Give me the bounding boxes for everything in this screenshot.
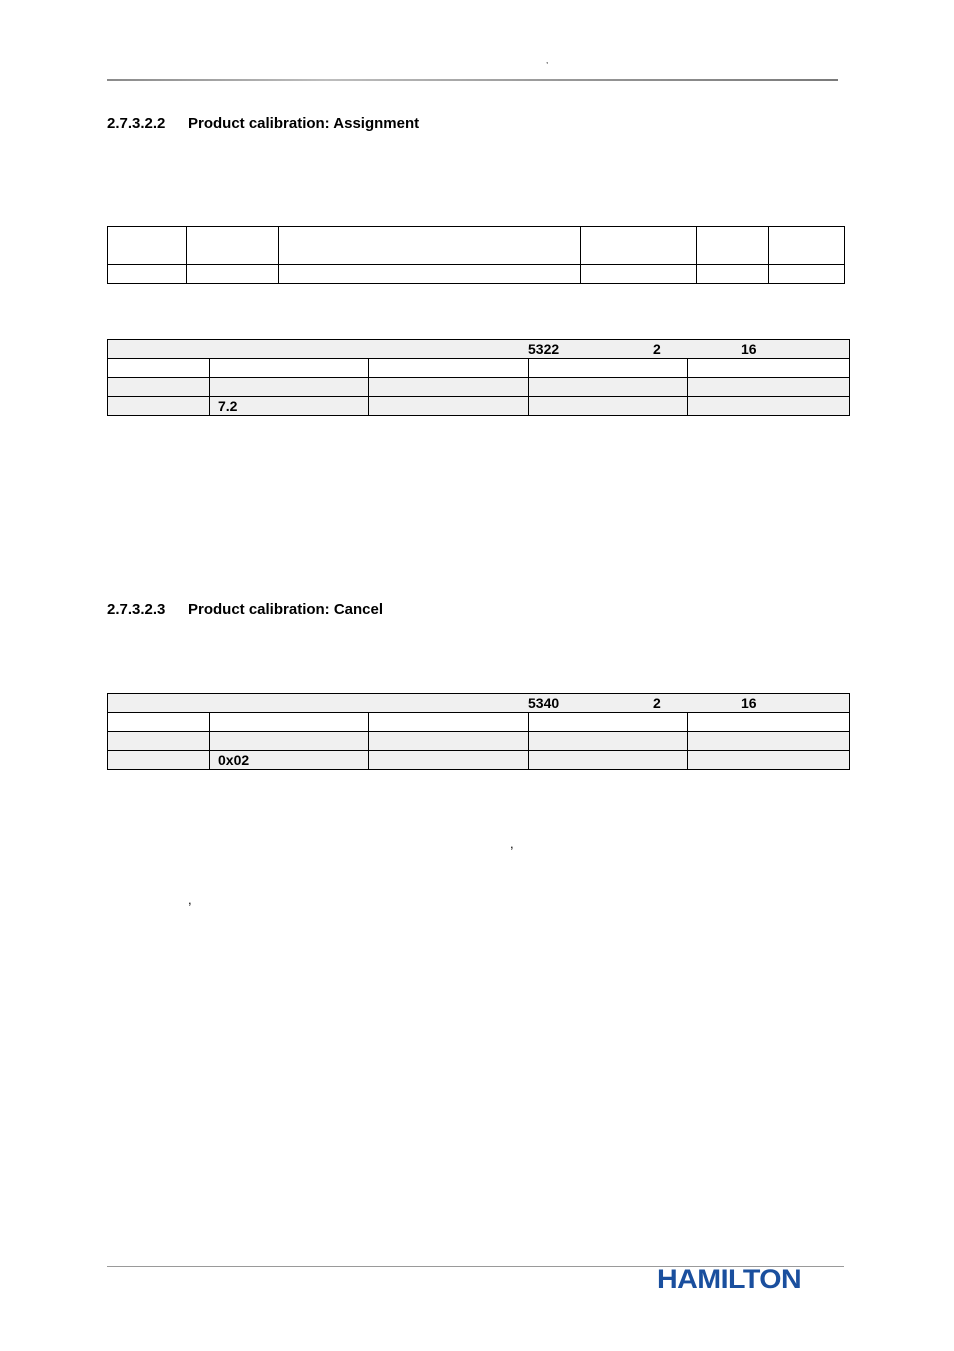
section-number: 2.7.3.2.2	[107, 115, 166, 132]
table-row	[108, 713, 850, 732]
table-cell	[210, 732, 369, 751]
table-row	[108, 397, 850, 416]
table-cell	[697, 265, 769, 284]
table-cell	[581, 227, 697, 265]
table-cell	[369, 359, 529, 378]
table-cell	[187, 265, 279, 284]
hamilton-logo: HAMILTON	[657, 1264, 802, 1294]
table-cell	[108, 732, 210, 751]
register-header-cell	[108, 694, 850, 713]
table-cell	[369, 713, 529, 732]
table-cell	[769, 265, 845, 284]
table-row	[108, 227, 845, 265]
section-heading-cancel	[107, 601, 383, 618]
header-rule	[107, 79, 838, 81]
register-type: 16	[741, 695, 757, 711]
register-value: 0x02	[210, 751, 369, 770]
table-cell	[108, 397, 210, 416]
table-cell	[688, 751, 850, 770]
table-cell	[279, 265, 581, 284]
table-cell	[529, 732, 688, 751]
table-cell	[108, 713, 210, 732]
register-size: 2	[653, 695, 661, 711]
table-cell	[108, 378, 210, 397]
table-cell	[210, 359, 369, 378]
table-cell	[529, 359, 688, 378]
table-row	[108, 751, 850, 770]
table-cell	[108, 227, 187, 265]
table-cell	[529, 378, 688, 397]
table-row	[108, 378, 850, 397]
table-row	[108, 732, 850, 751]
comma-mark: ,	[510, 836, 514, 851]
table-cell	[688, 397, 850, 416]
table-row	[108, 265, 845, 284]
header-mark: ,	[546, 56, 549, 65]
table-cell	[529, 751, 688, 770]
table-cell	[688, 713, 850, 732]
register-header-row	[108, 694, 850, 713]
table-cell	[688, 732, 850, 751]
register-size: 2	[653, 341, 661, 357]
register-table-assignment	[107, 339, 850, 416]
table-cell	[210, 713, 369, 732]
register-header-cell	[108, 340, 850, 359]
register-header-row	[108, 340, 850, 359]
comma-mark: ,	[188, 892, 192, 907]
section-title: Product calibration: Assignment	[188, 115, 420, 132]
table-cell	[769, 227, 845, 265]
table-cell	[581, 265, 697, 284]
section-title: Product calibration: Cancel	[188, 601, 384, 618]
section-number: 2.7.3.2.3	[107, 601, 166, 618]
table-cell	[369, 378, 529, 397]
table-row	[108, 359, 850, 378]
table-cell	[210, 378, 369, 397]
register-address: 5322	[528, 341, 560, 357]
table-cell	[108, 751, 210, 770]
table-cell	[369, 397, 529, 416]
table-cell	[688, 359, 850, 378]
register-table-cancel	[107, 693, 850, 770]
register-value: 7.2	[210, 397, 369, 416]
register-address: 5340	[528, 695, 560, 711]
table-cell	[688, 378, 850, 397]
register-type: 16	[741, 341, 757, 357]
parameter-table	[107, 226, 845, 284]
table-cell	[279, 227, 581, 265]
table-cell	[369, 732, 529, 751]
table-cell	[108, 265, 187, 284]
table-cell	[187, 227, 279, 265]
table-cell	[529, 713, 688, 732]
table-cell	[108, 359, 210, 378]
section-heading-assignment	[107, 115, 419, 132]
table-cell	[697, 227, 769, 265]
table-cell	[529, 397, 688, 416]
table-cell	[369, 751, 529, 770]
